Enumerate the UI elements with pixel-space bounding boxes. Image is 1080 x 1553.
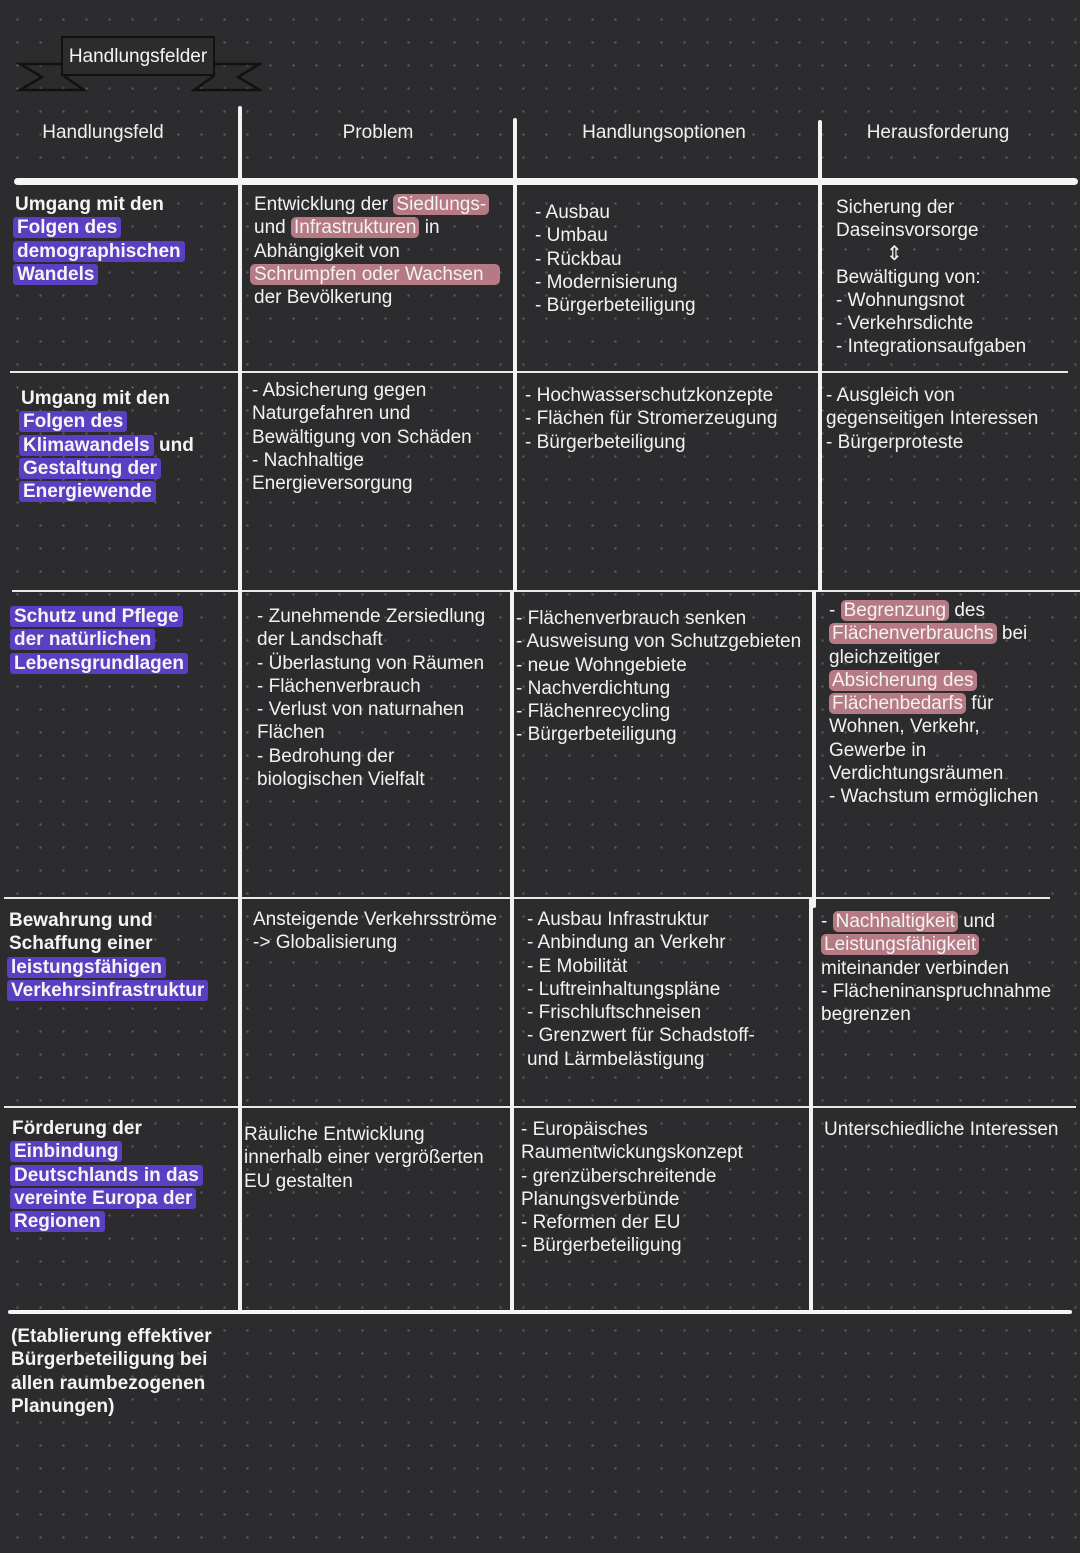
row2-problem: - Absicherung gegen Naturgefahren und Bewältigung von Schäden - Nachhaltige Energieversorgung [252, 380, 472, 495]
header-herausforderung: Herausforderung [866, 122, 1010, 143]
row3-herausforderung: - Begrenzung des Flächenverbrauchs bei gleichzeitiger Absicherung des Flächenbedarfs für Wohnen, Verkehr, Gewerbe in Verdichtungsräumen - Wachstum ermöglichen [829, 600, 1039, 808]
column-divider-2b [510, 590, 514, 1312]
title-banner [16, 34, 262, 92]
header-handlungsoptionen: Handlungsoptionen [582, 122, 746, 143]
row1-optionen: - Ausbau - Umbau - Rückbau - Modernisierung - Bürgerbeteiligung [535, 202, 696, 317]
row4-optionen: - Ausbau Infrastruktur - Anbindung an Verkehr - E Mobilität - Luftreinhaltungspläne - Frischluftschneisen - Grenzwert für Schadstoff- und Lärmbelästigung [527, 909, 755, 1070]
row2-herausforderung: - Ausgleich von gegenseitigen Interessen - Bürgerproteste [826, 385, 1039, 453]
row-divider-5 [8, 1310, 1072, 1314]
row1-problem: Entwicklung der Siedlungs- und Infrastrukturen in Abhängigkeit von Schrumpfen oder Wachsen der Bevölkerung [254, 193, 500, 309]
row4-herausforderung: - Nachhaltigkeit und Leistungsfähigkeit miteinander verbinden - Flächeninanspruchnahme begrenzen [821, 911, 1052, 1026]
header-problem: Problem [342, 122, 414, 143]
row-divider-2 [12, 590, 1080, 592]
column-divider-1 [238, 106, 242, 1312]
header-divider [14, 178, 1078, 185]
page-title: Handlungsfelder [61, 36, 215, 76]
row5-herausforderung: Unterschiedliche Interessen [824, 1119, 1059, 1140]
row3-optionen: - Flächenverbrauch senken - Ausweisung von Schutzgebieten - neue Wohngebiete - Nachverdichtung - Flächenrecycling - Bürgerbeteiligung [516, 608, 802, 746]
row-divider-1 [10, 371, 1068, 373]
column-divider-2 [513, 118, 517, 592]
up-down-arrow-icon: ⇕ [886, 242, 903, 265]
row1-herausforderung: Sicherung der Daseinsvorsorge ⇕ Bewältigung von: - Wohnungsnot - Verkehrsdichte - Integrationsaufgaben [836, 197, 1027, 358]
column-divider-3c [809, 898, 813, 1312]
row2-optionen: - Hochwasserschutzkonzepte - Flächen für Stromerzeugung - Bürgerbeteiligung [525, 385, 778, 453]
row5-handlungsfeld: Förderung der Einbindung Deutschlands in das vereinte Europa der Regionen [12, 1117, 203, 1233]
header-handlungsfeld: Handlungsfeld [42, 122, 164, 143]
row5-optionen: - Europäisches Raumentwickungskonzept - grenzüberschreitende Planungsverbünde - Reformen der EU - Bürgerbeteiligung [521, 1119, 743, 1257]
row1-handlungsfeld: Umgang mit den Folgen des demographischen Wandels [15, 193, 185, 286]
row3-problem: - Zunehmende Zersiedlung der Landschaft - Überlastung von Räumen - Flächenverbrauch - Verlust von naturnahen Flächen - Bedrohung der biologischen Vielfalt [257, 606, 486, 791]
column-divider-3b [812, 590, 816, 908]
row3-handlungsfeld: Schutz und Pflege der natürlichen Lebensgrundlagen [12, 605, 188, 675]
row5-problem: Räuliche Entwicklung innerhalb einer vergrößerten EU gestalten [244, 1124, 484, 1192]
row-divider-4 [4, 1106, 1076, 1108]
row2-handlungsfeld: Umgang mit den Folgen des Klimawandels und Gestaltung der Energiewende [21, 388, 194, 503]
row4-handlungsfeld: Bewahrung und Schaffung einer leistungsfähigen Verkehrsinfrastruktur [9, 909, 208, 1002]
row4-problem: Ansteigende Verkehrsströme -> Globalisierung [253, 909, 497, 954]
column-divider-3 [818, 120, 822, 592]
row-divider-3 [4, 897, 1050, 899]
footer-note: (Etablierung effektiver Bürgerbeteiligung bei allen raumbezogenen Planungen) [11, 1326, 212, 1417]
